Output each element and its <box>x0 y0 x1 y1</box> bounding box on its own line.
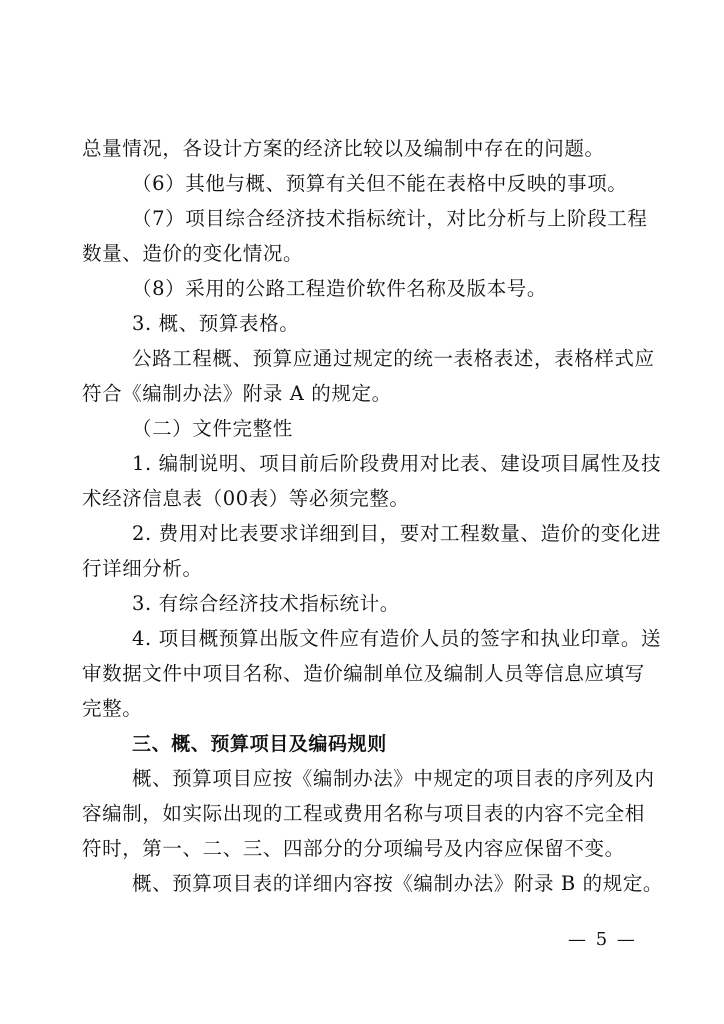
paragraph-line: 数量、造价的变化情况。 <box>82 242 304 265</box>
paragraph-line: 4. 项目概预算出版文件应有造价人员的签字和执业印章。送 <box>132 627 662 650</box>
section-heading: 三、概、预算项目及编码规则 <box>132 733 387 755</box>
paragraph-line: 术经济信息表（00表）等必须完整。 <box>82 487 410 510</box>
paragraph-line: （6）其他与概、预算有关但不能在表格中反映的事项。 <box>132 172 628 195</box>
paragraph-line: 容编制，如实际出现的工程或费用名称与项目表的内容不完全相 <box>82 802 645 825</box>
paragraph-line: 完整。 <box>82 697 143 720</box>
section-subheading: （二）文件完整性 <box>132 417 293 440</box>
paragraph-line: 总量情况，各设计方案的经济比较以及编制中存在的问题。 <box>82 137 605 160</box>
paragraph-line: 3. 有综合经济技术指标统计。 <box>132 592 400 615</box>
paragraph-line: 符合《编制办法》附录 A 的规定。 <box>82 382 392 405</box>
paragraph-line: 概、预算项目表的详细内容按《编制办法》附录 B 的规定。 <box>132 872 664 895</box>
paragraph-line: 公路工程概、预算应通过规定的统一表格表述，表格样式应 <box>132 347 655 370</box>
paragraph-line: 概、预算项目应按《编制办法》中规定的项目表的序列及内 <box>132 767 655 790</box>
paragraph-line: 审数据文件中项目名称、造价编制单位及编制人员等信息应填写 <box>82 662 645 685</box>
paragraph-line: 行详细分析。 <box>82 557 203 580</box>
paragraph-line: 3. 概、预算表格。 <box>132 312 300 335</box>
page-number: — 5 — <box>568 929 637 950</box>
paragraph-line: 符时，第一、二、三、四部分的分项编号及内容应保留不变。 <box>82 837 625 860</box>
paragraph-line: 1. 编制说明、项目前后阶段费用对比表、建设项目属性及技 <box>132 452 662 475</box>
paragraph-line: （8）采用的公路工程造价软件名称及版本号。 <box>132 277 548 300</box>
paragraph-line: （7）项目综合经济技术指标统计，对比分析与上阶段工程 <box>132 207 648 230</box>
paragraph-line: 2. 费用对比表要求详细到目，要对工程数量、造价的变化进 <box>132 522 662 545</box>
